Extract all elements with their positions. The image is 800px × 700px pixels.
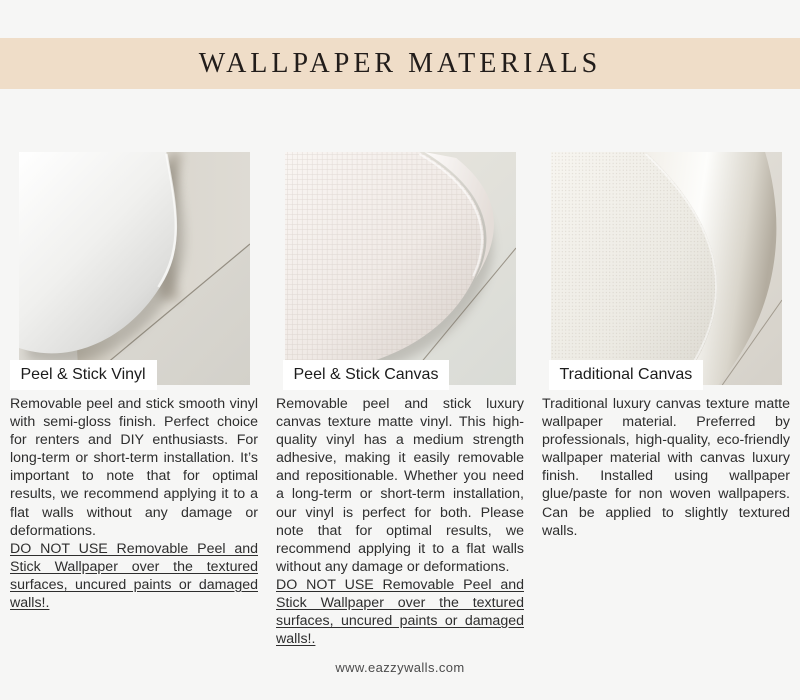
material-photo-traditional-canvas [551,152,782,385]
material-column-peel-stick-canvas [276,152,524,648]
material-photo-peel-stick-vinyl [19,152,250,385]
materials-row [10,152,790,648]
material-description: Removable peel and stick smooth vinyl with semi-gloss finish. Perfect choice for renters and DIY enthusiasts. For long-term or short-term installation. It’s important to note that for optimal results, we recommend applying it to a flat walls without any damage or deformations. [10,396,258,539]
vinyl-sample-image [19,152,250,385]
material-warning: DO NOT USE Removable Peel and Stick Wallpaper over the textured surfaces, uncured paints or damaged walls!. [276,576,524,648]
material-label: Traditional Canvas [549,360,704,390]
material-photo-peel-stick-canvas [285,152,516,385]
material-warning: DO NOT USE Removable Peel and Stick Wallpaper over the textured surfaces, uncured paints or damaged walls!. [10,540,258,612]
title-banner [0,38,800,89]
website-url: www.eazzywalls.com [335,660,465,675]
material-label: Peel & Stick Canvas [283,360,450,390]
canvas-vinyl-sample-image [285,152,516,385]
material-description: Removable peel and stick luxury canvas texture matte vinyl. This high-quality vinyl has a medium strength adhesive, making it easily removable and repositionable. Whether you need a long-term or short-term installation, our vinyl is perfect for both. Please note that for optimal results, we recommend applying it to a flat walls without any damage or deformations. [276,396,524,575]
material-description: Traditional luxury canvas texture matte wallpaper material. Preferred by professionals, high-quality, eco-friendly wallpaper material with canvas luxury finish. Installed using wallpaper glue/paste for non woven wallpapers. Can be applied to slightly textured walls. [542,396,790,539]
material-column-peel-stick-vinyl [10,152,258,648]
material-label: Peel & Stick Vinyl [10,360,157,390]
traditional-canvas-sample-image [551,152,782,385]
material-column-traditional-canvas [542,152,790,648]
page-title: WALLPAPER MATERIALS [198,47,602,79]
